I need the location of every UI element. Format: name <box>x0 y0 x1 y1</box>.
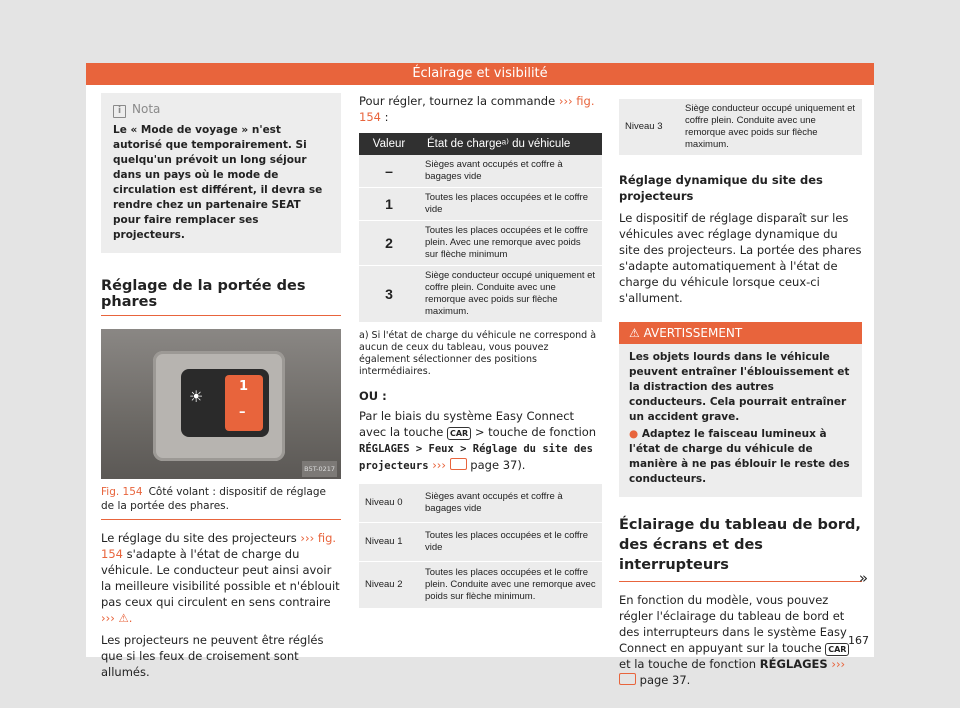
text: s'adapte à l'état de charge du véhicule. Le conducteur peut ainsi avoir la meilleure visibilité possible et n'éblouit pas ceux qui circulent en sens contraire <box>101 547 340 609</box>
or-heading: OU : <box>359 389 387 403</box>
cell: Toutes les places occupées et le coffre plein. Avec une remorque avec poids sur flèche minimum <box>419 221 602 266</box>
headlamp-icon: ☀ <box>189 387 204 406</box>
dynamic-text: Le dispositif de réglage disparaît sur les véhicules avec réglage dynamique du site des projecteurs. La portée des phares s'adapte automatiquement à l'état de charge du véhicule lorsque ceux-ci s'allument. <box>619 211 862 305</box>
cell: 2 <box>359 221 419 266</box>
figure-code: B5T-0217 <box>302 461 337 477</box>
thumbwheel <box>225 375 263 431</box>
page-link[interactable]: ››› <box>827 657 846 671</box>
warning-title-text: AVERTISSEMENT <box>643 326 743 340</box>
cell: 1 <box>359 188 419 221</box>
warning-box <box>619 322 862 497</box>
table-row <box>359 155 602 188</box>
note-box <box>101 93 341 253</box>
figure-caption <box>101 479 341 520</box>
warning-icon: ⚠ <box>629 326 644 340</box>
table-row <box>359 221 602 266</box>
cell: Sièges avant occupés et coffre à bagages vide <box>419 484 602 523</box>
text: Pour régler, tournez la commande <box>359 94 559 108</box>
column-1 <box>101 93 341 680</box>
car-key-icon[interactable]: CAR <box>447 427 471 440</box>
text: > touche de fonction <box>471 425 597 439</box>
warning-title <box>619 322 862 344</box>
table-row <box>359 266 602 323</box>
table-row <box>359 523 602 562</box>
page-number: 167 <box>848 634 869 647</box>
cell: Niveau 0 <box>359 484 419 523</box>
figure-photo <box>101 329 341 479</box>
table-header: Valeur <box>359 133 419 155</box>
text: page 37). <box>466 458 526 472</box>
manual-page <box>86 63 874 687</box>
page-link[interactable]: ››› <box>428 458 450 472</box>
bullet-icon: ● <box>629 428 642 440</box>
subheading: Réglage dynamique du site des projecteurs <box>619 173 823 203</box>
warning-link[interactable]: ››› ⚠. <box>101 611 133 625</box>
table-footnote: a) Si l'état de charge du véhicule ne correspond à aucun de ceux du tableau, vous pouvez également sélectionner des positions intermédiaires. <box>359 330 597 377</box>
cell: Siège conducteur occupé uniquement et coffre plein. Conduite avec une remorque avec poids sur flèche maximum. <box>419 266 602 323</box>
continued-icon: » <box>858 569 868 587</box>
paragraph-2: Les projecteurs ne peuvent être réglés que si les feux de croisement sont allumés. <box>101 633 324 679</box>
cell: Niveau 1 <box>359 523 419 562</box>
menu-path: RÉGLAGES > Feux > Réglage du site des projecteurs <box>359 443 593 472</box>
level-table-cont <box>619 99 862 156</box>
table-row <box>359 188 602 221</box>
text: En fonction du modèle, vous pouvez régler l'éclairage du tableau de bord et des interrupteurs dans le système Easy Connect en appuyant sur la touche <box>619 593 847 655</box>
paragraph-1 <box>101 530 341 626</box>
cell: Siège conducteur occupé uniquement et coffre plein. Conduite avec une remorque avec poids sur flèche maximum. <box>679 99 862 156</box>
cell: Toutes les places occupées et le coffre vide <box>419 188 602 221</box>
table-row <box>619 99 862 156</box>
book-icon <box>619 673 636 685</box>
menu-path: RÉGLAGES <box>759 657 828 671</box>
text: : <box>380 110 389 124</box>
warning-body <box>619 344 862 497</box>
text: page 37. <box>636 673 691 687</box>
note-title-text: Nota <box>132 102 161 116</box>
lighting-text <box>619 592 862 688</box>
intro-text <box>359 93 602 125</box>
table-header: État de chargeᵃ⁾ du véhicule <box>419 133 602 155</box>
warning-text: Les objets lourds dans le véhicule peuvent entraîner l'éblouissement et la distraction des autres conducteurs. Cela pourrait entraîner un accident grave. <box>629 351 850 423</box>
cell: – <box>359 155 419 188</box>
level-table <box>359 484 602 609</box>
figure-link[interactable]: ››› fig. 154 <box>101 531 337 561</box>
cell: Toutes les places occupées et le coffre plein. Conduite avec une remorque avec poids sur flèche minimum. <box>419 562 602 609</box>
table-row <box>359 484 602 523</box>
section-heading <box>101 278 341 316</box>
section-heading-2 <box>619 515 862 582</box>
easy-connect-text <box>359 408 602 474</box>
text: Par le biais du système Easy Connect avec la touche <box>359 409 575 439</box>
column-3 <box>619 99 862 688</box>
load-table <box>359 133 602 323</box>
cell: Sièges avant occupés et coffre à bagages vide <box>419 155 602 188</box>
cell: 3 <box>359 266 419 323</box>
figure-link[interactable]: ››› fig. 154 <box>359 94 595 124</box>
text: et la touche de fonction <box>619 657 760 671</box>
cell: Toutes les places occupées et le coffre vide <box>419 523 602 562</box>
wheel-plus: 1 <box>239 379 249 394</box>
figure-caption-text: Côté volant : dispositif de réglage de la portée des phares. <box>101 486 326 512</box>
table-row <box>359 562 602 609</box>
book-icon <box>450 458 467 470</box>
warning-bullet <box>629 427 852 487</box>
column-2 <box>359 93 602 609</box>
section-title: Réglage de la portée des phares <box>101 278 306 310</box>
page-header: Éclairage et visibilité <box>86 63 874 85</box>
info-icon: i <box>113 105 126 118</box>
note-body: Le « Mode de voyage » n'est autorisé que temporairement. Si quelqu'un prévoit un long séjour dans un pays où le mode de circulation est différent, il devra se rendre chez un partenaire SEAT pour faire remplacer ses projecteurs. <box>113 124 323 241</box>
section-title-2: Éclairage du tableau de bord, des écrans et des interrupteurs <box>619 517 861 573</box>
cell: Niveau 2 <box>359 562 419 609</box>
cell: Niveau 3 <box>619 99 679 156</box>
figure-label: Fig. 154 <box>101 486 143 498</box>
warning-bullet-text: Adaptez le faisceau lumineux à l'état de charge du véhicule de manière à ne pas éblouir le reste des conducteurs. <box>629 428 850 485</box>
wheel-minus: – <box>239 405 246 420</box>
note-title <box>113 101 331 118</box>
car-key-icon[interactable]: CAR <box>825 643 849 656</box>
text: Le réglage du site des projecteurs <box>101 531 301 545</box>
